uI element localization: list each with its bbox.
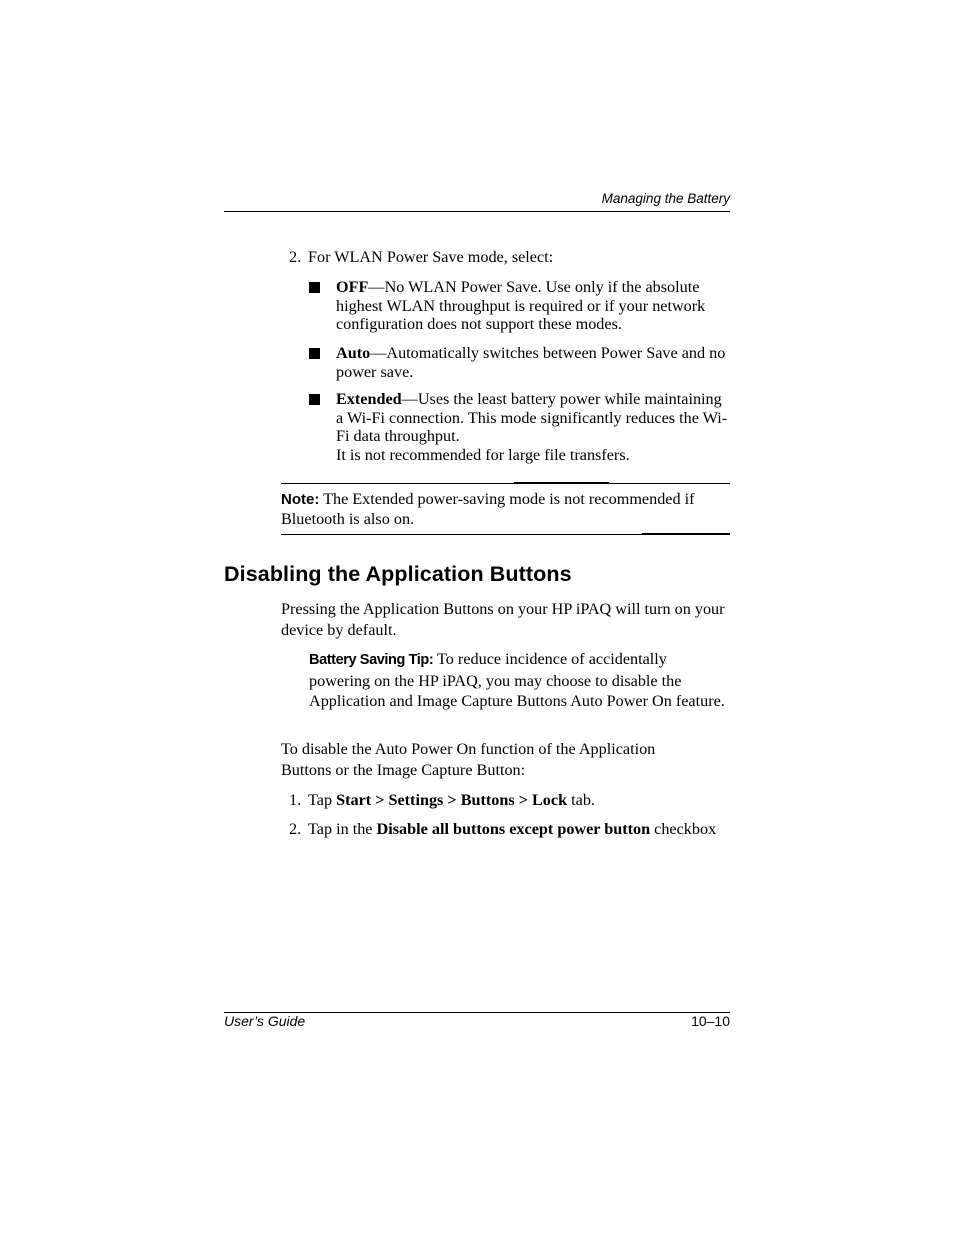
tip-label: Battery Saving Tip: (309, 652, 434, 668)
option-text: —Uses the least battery power while maintaining a Wi-Fi connection. This mode significantly reduces the Wi-Fi data throughput. (336, 390, 728, 446)
battery-saving-tip (309, 649, 729, 712)
option-term: Extended (336, 390, 402, 408)
step-number: 1. (289, 791, 302, 809)
step-number: 2. (289, 820, 302, 838)
menu-buttons: Buttons (460, 791, 515, 809)
option-term: OFF (336, 278, 369, 296)
note-bottom-rule-accent (642, 533, 730, 535)
square-bullet-icon (309, 348, 320, 359)
step-suffix: tab. (567, 791, 595, 809)
option-text: —No WLAN Power Save. Use only if the absolute highest WLAN throughput is required or if your network configuration does not support these modes. (336, 278, 706, 334)
checkbox-name: Disable all buttons except power button (376, 820, 651, 838)
note-box (281, 490, 730, 528)
menu-start: Start (336, 791, 372, 809)
step-number: 2. (289, 248, 302, 266)
section-heading: Disabling the Application Buttons (224, 562, 572, 586)
disable-paragraph: To disable the Auto Power On function of the Application Buttons or the Image Capture Button: (281, 740, 656, 779)
footer-guide-title: User’s Guide (224, 1013, 306, 1029)
option-text: —Automatically switches between Power Save and no power save. (336, 344, 726, 381)
wlan-step (289, 248, 729, 267)
path-separator: > (371, 791, 389, 809)
path-separator: > (514, 791, 532, 809)
note-top-rule (281, 483, 730, 484)
page-number: 10–10 (691, 1013, 730, 1029)
square-bullet-icon (309, 394, 320, 405)
note-top-rule-accent (514, 482, 609, 484)
header-rule (224, 211, 730, 212)
step-prefix: Tap in the (308, 820, 377, 838)
step-suffix: checkbox (650, 820, 717, 838)
menu-lock: Lock (532, 791, 568, 809)
square-bullet-icon (309, 282, 320, 293)
step-text: For WLAN Power Save mode, select: (308, 248, 554, 266)
path-separator: > (443, 791, 461, 809)
option-extra-text: It is not recommended for large file transfers. (336, 445, 630, 464)
tip-text: To reduce incidence of accidentally powering on the HP iPAQ, you may choose to disable the Application and Image Capture Buttons Auto Power On feature. (309, 650, 725, 711)
running-header: Managing the Battery (601, 191, 730, 206)
note-label: Note: (281, 491, 320, 508)
note-text: The Extended power-saving mode is not recommended if Bluetooth is also on. (281, 490, 695, 528)
menu-settings: Settings (388, 791, 444, 809)
option-term: Auto (336, 344, 371, 362)
step-prefix: Tap (308, 791, 337, 809)
intro-paragraph: Pressing the Application Buttons on your HP iPAQ will turn on your device by default. (281, 600, 725, 639)
